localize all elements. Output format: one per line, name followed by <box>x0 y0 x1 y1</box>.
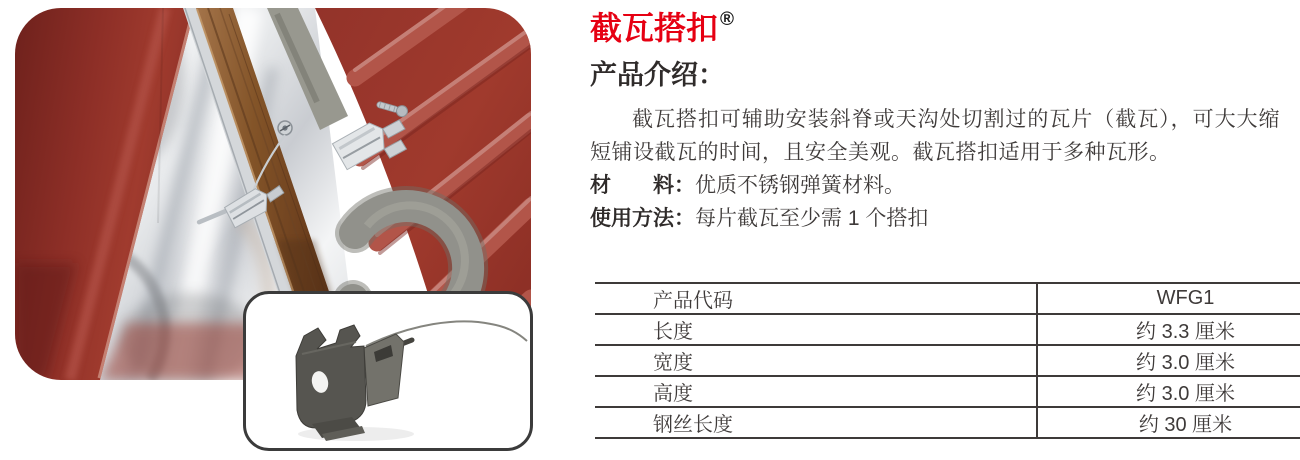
spec-value: 约 3.0 厘米 <box>1037 376 1300 407</box>
product-clip <box>296 325 412 441</box>
screw-icon <box>278 121 292 135</box>
spec-value: 约 30 厘米 <box>1037 407 1300 438</box>
attribute-usage <box>590 202 928 235</box>
spec-name: 长度 <box>595 314 1037 345</box>
attribute-material-label: 材 料： <box>590 174 695 197</box>
table-row <box>595 283 1300 314</box>
product-info-panel <box>590 0 1290 460</box>
table-row <box>595 407 1300 438</box>
product-title-text: 截瓦搭扣 <box>590 10 719 46</box>
spec-value: WFG1 <box>1037 283 1300 314</box>
spec-name: 宽度 <box>595 345 1037 376</box>
table-row <box>595 345 1300 376</box>
product-title <box>590 10 734 46</box>
registered-trademark: ® <box>720 9 735 30</box>
clip-closeup-inset <box>243 291 533 451</box>
attribute-usage-value: 每片截瓦至少需 1 个搭扣 <box>695 207 929 230</box>
tile-clip-product-closeup <box>246 294 530 448</box>
spec-name: 钢丝长度 <box>595 407 1037 438</box>
table-row <box>595 376 1300 407</box>
spec-name: 高度 <box>595 376 1037 407</box>
table-row <box>595 314 1300 345</box>
attribute-material <box>590 169 905 202</box>
product-description: 截瓦搭扣可辅助安装斜脊或天沟处切割过的瓦片（截瓦），可大大缩短铺设截瓦的时间，且安全美观。截瓦搭扣适用于多种瓦形。 <box>590 108 1280 164</box>
spec-name: 产品代码 <box>595 283 1037 314</box>
section-heading: 产品介绍： <box>590 60 725 90</box>
attribute-usage-label: 使用方法： <box>590 207 695 230</box>
attribute-material-value: 优质不锈钢弹簧材料。 <box>695 174 905 197</box>
spec-value: 约 3.3 厘米 <box>1037 314 1300 345</box>
spec-value: 约 3.0 厘米 <box>1037 345 1300 376</box>
spec-table <box>595 282 1300 439</box>
